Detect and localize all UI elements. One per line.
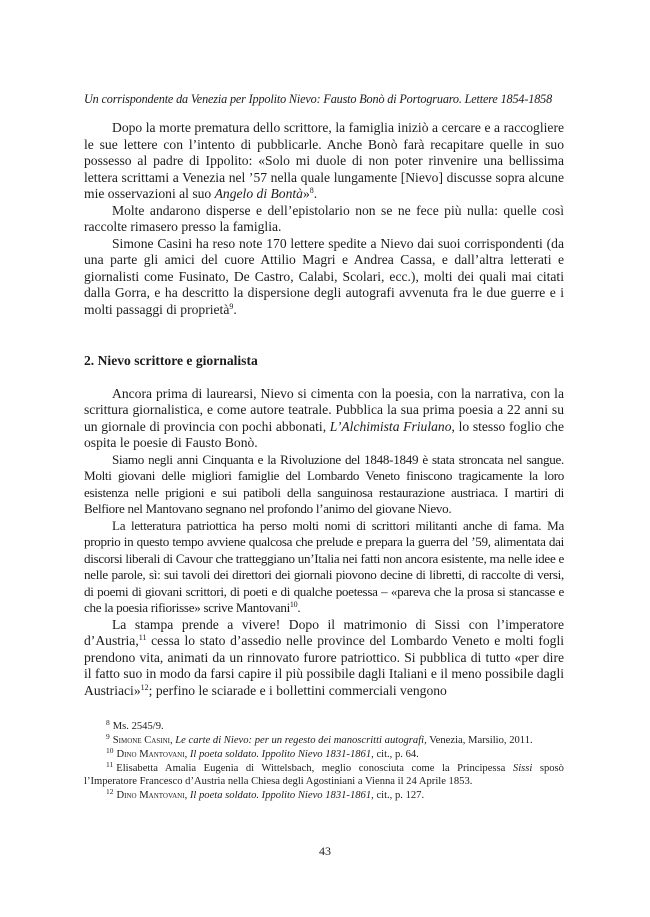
footnote-12: $^{12}$ Dino Mantovani, Il poeta soldato. Ippolito Nievo 1831-1861, cit., p. 127. xyxy=(106,787,425,801)
footnote-author: Dino Mantovani xyxy=(116,749,185,760)
footnote-10: $^{10}$ Dino Mantovani, Il poeta soldato. Ippolito Nievo 1831-1861, cit., p. 64. xyxy=(106,746,419,760)
footnote-title: Le carte di Nievo: per un regesto dei manoscritti autografi xyxy=(175,735,425,746)
section-2 xyxy=(84,353,564,699)
paragraph-3: Simone Casini ha reso note 170 lettere spedite a Nievo dai suoi corrispondenti (da una parte gli amici del cuore Attilio Magri e Andrea Cassa, e dall’altra letterati e giornalisti come Fusinato, De Castro, Calabi, Scolari, ecc.), molti dei quali mai citati dalla Gorra, e ha descritto la dispersione degli autografi avvenuta fra le due guerre e i molti passaggi di proprietà$^9$. xyxy=(84,235,564,317)
footnote-title: Il poeta soldato. Ippolito Nievo 1831-1861 xyxy=(189,790,372,801)
section-heading: 2. Nievo scrittore e giornalista xyxy=(84,353,258,368)
section-2-paragraph-1: Ancora prima di laurearsi, Nievo si cimenta con la poesia, con la narrativa, con la scrittura giornalistica, e come autore teatrale. Pubblica la sua prima poesia a 22 anni su un giornale di provincia con pochi abbonati, L’Alchimista Friulano, lo stesso foglio che ospita le poesie di Fausto Bonò. xyxy=(84,385,564,450)
page-number: 43 xyxy=(319,844,331,858)
footnote-8: $^8$ Ms. 2545/9. xyxy=(106,718,164,732)
footnote-ref-11[interactable]: 11 xyxy=(138,633,147,642)
footnotes xyxy=(84,720,564,803)
section-2-paragraph-2: Siamo negli anni Cinquanta e la Rivoluzione del 1848-1849 è stata stroncata nel sangue. Molti giovani delle migliori famiglie del Lombardo Veneto finiscono tragicamente la loro esistenza nelle prigioni e sui patiboli della sanguinosa restaurazione austriaca. I martiri di Belfiore nel Mantovano segnano nel profondo l’animo del giovane Nievo. xyxy=(84,451,564,516)
footnote-ref-9[interactable]: 9 xyxy=(229,301,234,311)
paragraph-1: Dopo la morte prematura dello scrittore, la famiglia iniziò a cercare e a raccogliere le sue lettere con l’intento di pubblicarle. Anche Bonò farà recapitare quelle in suo possesso al padre di Ippolito: «Solo mi duole di non poter rinvenire una bellissima lettera scrittami a Venezia nel ’57 nella quale lungamente [Nievo] discusse sopra alcune mie osservazioni al suo Angelo di Bontà»$^8$. xyxy=(84,120,564,201)
paragraph-2: Molte andarono disperse e dell’epistolario non se ne fece più nulla: quelle così raccolte rimasero presso la famiglia. xyxy=(84,202,564,234)
footnote-author: Dino Mantovani xyxy=(116,790,185,801)
footnote-title: Il poeta soldato. Ippolito Nievo 1831-1861 xyxy=(189,749,372,760)
newspaper-title: L’Alchimista Friulano xyxy=(329,418,452,434)
body-text-section-1 xyxy=(84,120,564,318)
running-head: Un corrispondente da Venezia per Ippolito Nievo: Fausto Bonò di Portogruaro. Lettere 1854-1858 xyxy=(84,92,553,106)
footnote-ref-10[interactable]: 10 xyxy=(289,600,298,609)
section-2-paragraph-4: La stampa prende a vivere! Dopo il matrimonio di Sissi con l’imperatore d’Austria,$^{11}$ cessa lo stato d’assedio nelle province del Lombardo Veneto e molti fogli prendono vita, animati da un rinnovato furore patriottico. Si pubblica di tutto «per dire il fatto suo in modo da farsi capire il più possibile dagli Italiani e il meno possibile dagli Austriaci»$^{12}$; perfino le sciarade e i bollettini commerciali vengono xyxy=(84,616,564,698)
footnote-ref-8[interactable]: 8 xyxy=(309,186,314,195)
footnote-author: Simone Casini xyxy=(112,735,170,746)
footnote-ref-12[interactable]: 12 xyxy=(140,682,149,692)
section-2-paragraph-3: La letteratura patriottica ha perso molti nomi di scrittori militanti anche di fama. Ma proprio in questo tempo avviene qualcosa che prelude e prepara la guerra del ’59, alimentata dai discorsi liberali di Cavour che tratteggiano un’Italia nei fatti non ancora esistente, ma nelle idee e nelle parole, sì: sui tavoli dei direttori dei giornali piovono decine di libretti, di raccolte di versi, di poemi di giovani scrittori, di poeti e di qualche poetessa – «pareva che la prosa si stancasse e che la poesia rifiorisse» scrive Mantovani$^{10}$. xyxy=(84,517,564,615)
work-title: Angelo di Bontà xyxy=(214,186,303,201)
footnote-9: $^9$ Simone Casini, Le carte di Nievo: per un regesto dei manoscritti autografi, Venezia, Marsilio, 2011. xyxy=(106,732,533,746)
footnote-11: $^{11}$ Elisabetta Amalia Eugenia di Wittelsbach, meglio conosciuta come la Principessa Sissi sposò l’Imperatore Francesco d’Austria nella Chiesa degli Agostiniani a Vienna il 24 Aprile 1853. xyxy=(84,760,564,787)
